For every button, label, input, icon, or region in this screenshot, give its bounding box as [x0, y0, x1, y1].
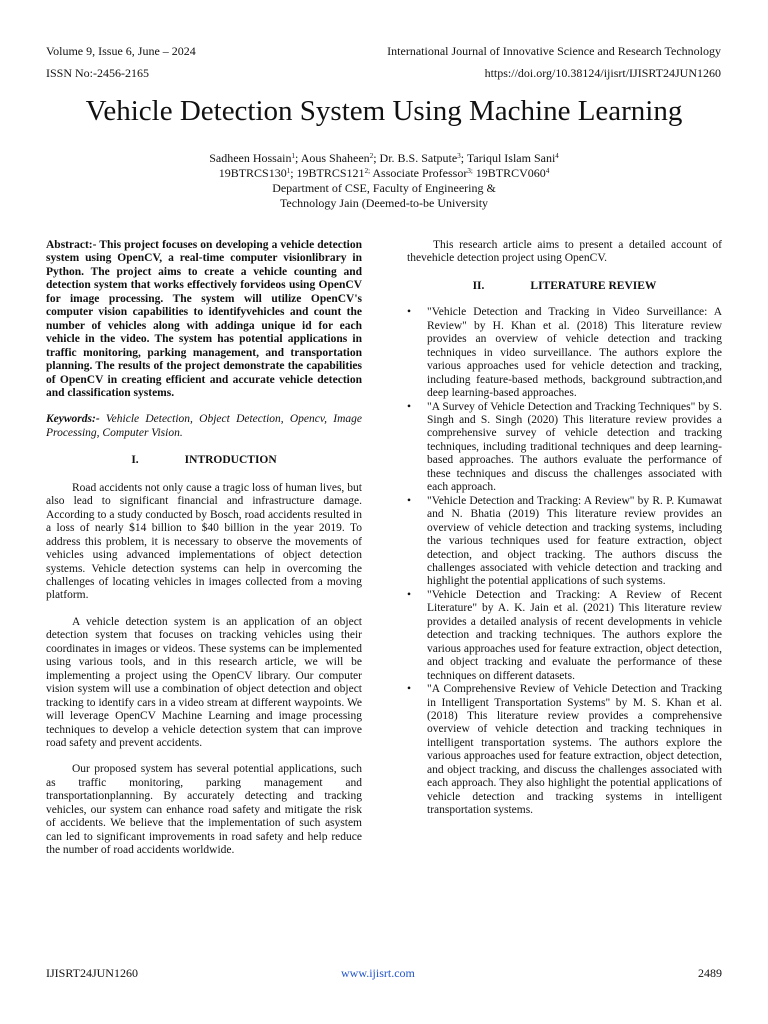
literature-text: "A Comprehensive Review of Vehicle Detection and Tracking in Intelligent Transportation Systems" by M. S. Khan et al. (2018) This literature review provides a comprehensive overview of vehicle detection and tracking techniques in intelligent transportation systems. The authors explore the various approaches used for feature extraction, object detection, and object tracking, and discuss the challenges associated with each approach. They also highlight the potential applications of vehicle detection and tracking systems in intelligent transportation systems.: [427, 683, 722, 817]
doi-link[interactable]: https://doi.org/10.38124/ijisrt/IJISRT24JUN1260: [484, 66, 721, 80]
author-sup: 2: [369, 152, 374, 160]
author-id-sup: 3;: [467, 167, 473, 175]
department: Department of CSE, Faculty of Engineering &: [272, 181, 496, 195]
section-title: LITERATURE REVIEW: [530, 279, 657, 292]
bullet-icon: •: [407, 588, 412, 601]
author-block: [0, 151, 768, 211]
page-number: 2489: [698, 966, 722, 980]
keywords: [46, 413, 362, 440]
literature-text: "A Survey of Vehicle Detection and Tracking Techniques" by S. Singh and S. Singh (2020) This literature review provides a comprehensive survey of vehicle detection and tracking techniques, including traditional techniques and deep learning-based approaches. The authors evaluate the performance of these techniques and discuss the challenges associated with each approach.: [427, 400, 722, 494]
volume-info: Volume 9, Issue 6, June – 2024: [46, 44, 196, 58]
section-heading-literature: [407, 280, 722, 293]
bullet-icon: •: [407, 494, 412, 507]
literature-item: [407, 495, 722, 589]
author-name: ; Tariqul Islam Sani: [460, 151, 556, 165]
literature-text: "Vehicle Detection and Tracking: A Review of Recent Literature" by A. K. Jain et al. (2021) This literature review provides a detailed analysis of recent developments in vehicle detection and tracking techniques. The authors explore the various approaches used for feature extraction, object detection, and object tracking and evaluate the performance of these techniques on different datasets.: [427, 588, 722, 682]
issn: ISSN No:-2456-2165: [46, 66, 150, 80]
section-number: II.: [472, 279, 485, 292]
author-name: Sadheen Hossain: [209, 151, 292, 165]
right-column: [407, 239, 722, 818]
abstract: Abstract:- This project focuses on developing a vehicle detection system using OpenCV, a real-time computer visionlibrary in Python. The project aims to create a vehicle counting and detection system that works effectively forvideos using OpenCV for image processing. The system will utilize OpenCV's computer vision capabilities to identifyvehicles and count the number of vehicles along with addinga unique id for each vehicle in the video. The system has potential applications in traffic monitoring, parking management, and transportation planning. The results of the project demonstrate the capabilities of OpenCV in creating efficient and accurate vehicle detection and classification systems.: [46, 239, 362, 399]
keywords-text: Vehicle Detection, Object Detection, Opencv, Image Processing, Computer Vision.: [46, 413, 362, 439]
footer-article-id: IJISRT24JUN1260: [46, 966, 138, 980]
author-id: 19BTRCS130: [218, 166, 287, 180]
author-sup: 4: [555, 152, 559, 160]
university: Technology Jain (Deemed-to-be University: [279, 196, 489, 210]
author-names: [0, 151, 768, 166]
author-sup: 1: [291, 152, 296, 160]
literature-text: "Vehicle Detection and Tracking in Video Surveillance: A Review" by H. Khan et al. (2018) This literature review provides an overview of vehicle detection and tracking techniques in video surveillance. The authors explore the various approaches used for vehicle detection and tracking, including feature-based methods, background subtraction,and deep learning-based approaches.: [427, 306, 722, 400]
section-number: I.: [131, 454, 139, 467]
right-intro-paragraph: This research article aims to present a detailed account of thevehicle detection project using OpenCV.: [407, 239, 722, 265]
author-id: Associate Professor: [370, 166, 468, 180]
literature-list: [407, 306, 722, 817]
intro-paragraph: Our proposed system has several potential applications, such as traffic monitoring, parking management and transportationplanning. By accurately detecting and tracking vehicles, our system can enhance road safety and mitigate the risk of accidents. We believe that the implementation of such asystem can led to significant improvements in road safety and help reduce the number of road accidents worldwide.: [46, 763, 362, 857]
author-name: ; Aous Shaheen: [295, 151, 370, 165]
bullet-icon: •: [407, 306, 412, 319]
literature-item: [407, 401, 722, 495]
author-id: 19BTRCV060: [472, 166, 546, 180]
literature-item: [407, 306, 722, 400]
author-id-sup: 2;: [364, 167, 371, 175]
intro-paragraph: Road accidents not only cause a tragic loss of human lives, but also lead to significant financial and infrastructure damage. According to a study conducted by Bosch, road accidents resulted in a loss of nearly $14 billion to $40 billion in the year 2019. To address this problem, it is necessary to observe the movements of vehicles using advanced implementations of object detection systems. Vehicle detection systems can help in overcoming the challenges of locating vehicles in images collected from a moving platform.: [46, 481, 362, 602]
literature-item: [407, 683, 722, 818]
author-id-sup: 4: [545, 167, 550, 175]
intro-paragraph: A vehicle detection system is an application of an object detection system that focuses on tracking vehicles using their coordinates in images or videos. These systems can be implemented using various tools, and in this research article, we will be implementing a project using the OpenCV library. Our computer vision system will use a combination of object detection and object tracking to identify cars in a video stream at different waypoints. We will leverage OpenCV Machine Learning and image processing techniques to develop a vehicle detection system that can improve road safety and prevent accidents.: [46, 615, 362, 749]
literature-text: "Vehicle Detection and Tracking: A Review" by R. P. Kumawat and N. Bhatia (2019) This literature review provides an overview of vehicle detection and tracking systems, including the various techniques used for feature extraction, object detection, and object tracking. The authors discuss the challenges associated with vehicle detection and tracking and highlight the potential applications of such systems.: [427, 494, 722, 588]
bullet-icon: •: [407, 400, 412, 413]
journal-name: International Journal of Innovative Science and Research Technology: [387, 44, 721, 58]
author-name: ; Dr. B.S. Satpute: [373, 151, 458, 165]
left-column: [46, 239, 362, 858]
author-ids: [0, 166, 768, 181]
literature-item: [407, 589, 722, 683]
author-id: ; 19BTRCS121: [290, 166, 365, 180]
footer-website-link[interactable]: www.ijisrt.com: [341, 966, 415, 980]
paper-title: Vehicle Detection System Using Machine Learning: [85, 95, 683, 127]
author-id-sup: 1: [286, 167, 291, 175]
bullet-icon: •: [407, 683, 412, 696]
section-title: INTRODUCTION: [184, 454, 277, 467]
author-sup: 3: [457, 152, 461, 160]
section-heading-introduction: [46, 454, 362, 467]
keywords-label: Keywords:-: [46, 413, 100, 426]
